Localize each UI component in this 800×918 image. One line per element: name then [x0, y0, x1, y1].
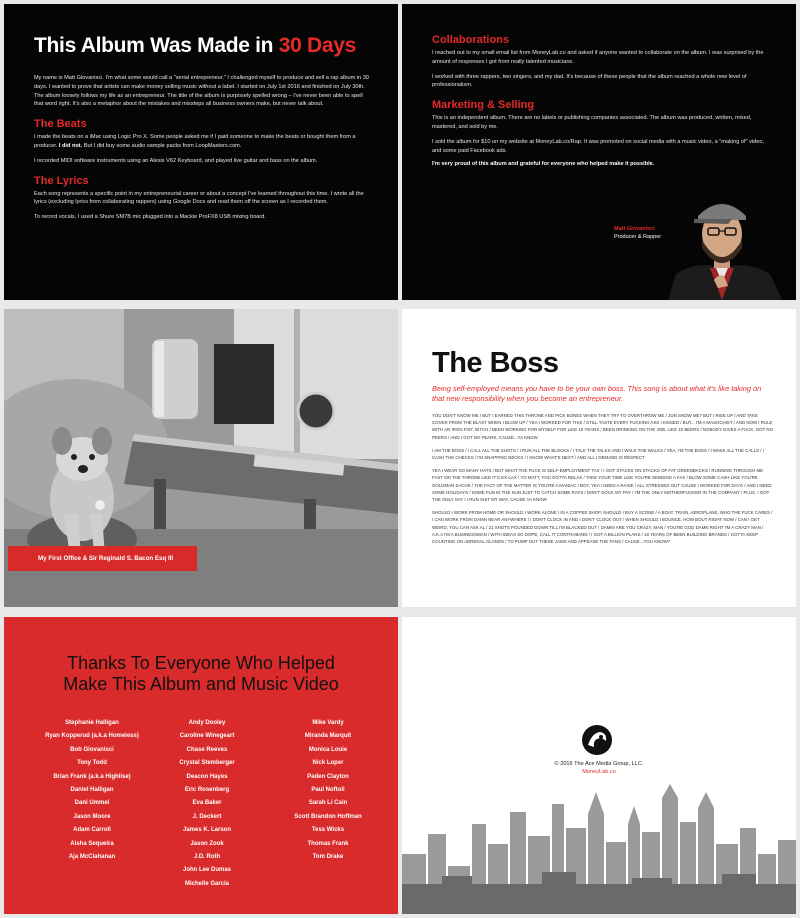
- thanks-name: Sarah Li Cain: [308, 800, 348, 807]
- thanks-name: Tess Wicks: [311, 827, 345, 834]
- proud-statement: I'm very proud of this album and grateful for everyone who helped make it possible.: [432, 161, 655, 168]
- city-skyline-illustration: [402, 784, 796, 914]
- thanks-name: Aja McClahanan: [68, 854, 116, 861]
- thanks-name: J.D. Roth: [193, 854, 221, 861]
- thanks-name: Jason Zook: [190, 840, 224, 847]
- thanks-name: Andy Dooley: [188, 720, 226, 726]
- thanks-name: James K. Larson: [182, 827, 232, 834]
- thanks-name: Paden Clayton: [307, 773, 349, 780]
- thanks-name: Caroline Winegeart: [179, 733, 235, 740]
- thanks-name: Dani Ummel: [74, 800, 110, 807]
- lyrics-verse-4: SHOULD I WORK FROM HOME OR SHOULD I WORK ALONE / IN A COFFEE SHOP, SHOULD I BUY A SCONE / A BOAT, TRAIN, AEROPLANE, WHO THE FUCK CARES / I CAN WORK FROM DAMN NEAR ANYWHERE / I DON'T CLOCK IN AND I DON'T CLOCK OUT / WHEN SHOULD I BOUNCE, HOW BOUT RIGHT NOW / CAN I GET WEIRD, YOU CAN ASK AL / 21 SHOTS POUNDED DOWN TILL I'M BLACKED OUT / DAMN! ARE YOU CRAZY, MAN / YOU'RE GOD DAMN RIGHT I'M A CRAZY MAN / A.K.A I'M A BUSINESSMAN / WITH IDEAS SO DOPE, CALL IT CONTRABAND / I GOT A BILLION PLANS / 18 YEARS OF BEEN BUILDING BRANDS / GOTTA KEEP COUNTING ON ADRENAL GLANDS / TO PUMP OUT THESE JAMS AND APPEASE THE FANS / CAUSE...YOU KNOW?: [432, 510, 773, 545]
- portrait-caption: [614, 226, 661, 240]
- portrait-name: Matt Giovanisci: [614, 226, 655, 232]
- marketing-paragraph-1: This is an independent album. There are no labels or publishing companies associated. The album was produced, written, mixed, mastered, and sold by me.: [432, 115, 752, 130]
- photo-caption: My First Office & Sir Reginald S. Bacon Esq III: [8, 546, 197, 571]
- thanks-names-column-1: [32, 717, 152, 864]
- lyrics-verse-1: YOU DON'T KNOW ME / BUT I EARNED THIS THRONE AND PICK BONES WHEN THEY TRY TO OVERTHROW ME / JON SNOW ME? BUT I RISE UP / AND TAKE COVER FROM THE BLAST WHEN I BLOW UP / YEA I WORKED FOR THIS / STILL TASTE EVERY FUCKING ASS I KISSED / BUT... I'M A MASOCHIST / AND NOW I RULE WITH AN IRON FIST, BITCH / BEEN WORKING FOR MYSELF FOR LIKE 10 YEARS / BEEN DRINKING ON THE JOB, LIKE 10 BEERS / NOBODY GIVES A FUCK, GOT NO PEERS / AND I GOT NO FEARS, CAUSE...YA KNOW: [432, 413, 773, 440]
- lyrics-verse-2: I AM THE BOSS / I CALL ALL THE SHOTS / I RUN ALL THE BLOCKS / I TALK THE TALKS AND I WALK THE WALKS / YEA, I'M THE BOSS / I MAKE ALL THE CALLS / I CASH THE CHECKS / I'M SNAPPING NECKS / I KNOW WHAT'S NEXT / AND ALL I DEMAND IS RESPECT: [432, 447, 764, 461]
- intro-paragraph: My name is Matt Giovanisci. I'm what some would call a "serial entrepreneur." I challenged myself to produce and sell a rap album in 30 days. I wanted to prove that artists can make money selling music without a label. I started on July 1st 2016 and finished on July 30th. The album loosely follows my life as an entrepreneur. The title of the album is purposely spelled wrong – I've never been able to spell that word right. It's also a metaphor about the mistakes and missteps all business owners make, but never talk about.: [34, 75, 369, 108]
- site-link[interactable]: MoneyLab.co: [582, 769, 616, 775]
- thanks-names-column-2: [152, 717, 262, 891]
- song-subtitle: Being self-employed means you have to be your own boss. This song is about what it's like taking on that new responsibility when you become an entrepreneur.: [432, 384, 762, 403]
- thanks-name: Ryan Kopperud (a.k.a Homeless): [45, 733, 139, 740]
- thanks-name: Thomas Frank: [307, 840, 349, 847]
- thanks-name: John Lee Dumas: [182, 867, 231, 874]
- thanks-name: Bob Giovanisci: [70, 746, 114, 753]
- thanks-panel: [4, 617, 398, 914]
- thanks-name: Mike Vardy: [312, 720, 344, 726]
- marketing-paragraph-2: I sold the album for $10 on my website at MoneyLab.co/Rap. It was promoted on social media with a music video, a "making of" video, and some paid Facebook ads.: [432, 138, 764, 154]
- collaborations-heading: Collaborations: [432, 34, 510, 46]
- footer-panel: [402, 617, 796, 914]
- thanks-name: Brian Frank (a.k.a Highlise): [53, 773, 131, 780]
- thanks-title: Thanks To Everyone Who Helped Make This Album and Music Video: [63, 653, 339, 694]
- thanks-name: J. Deckert: [192, 813, 222, 820]
- beats-paragraph-1: I made the beats on a iMac using Logic Pro X. Some people asked me if I paid someone to make the beats or bought them from a producer. I did not. But I did buy some audio sample packs from LoopMasters.com.: [34, 134, 356, 149]
- thanks-name: Daniel Halligan: [70, 787, 114, 794]
- thanks-names-column-3: [266, 717, 390, 864]
- thanks-name: Jason Moore: [73, 813, 111, 820]
- marketing-heading: Marketing & Selling: [432, 99, 535, 112]
- lyrics-paragraph-1: Each song represents a specific point in my entrepreneurial career or about a concept I've learned throughout this time. I wrote all the lyrics (excluding lyrics from collaborating rappers) using Google Docs and read them off the screen as I recorded them.: [34, 190, 364, 206]
- the-boss-panel: [402, 309, 796, 607]
- thanks-name: Stephanie Halligan: [65, 720, 119, 726]
- producer-portrait-illustration: [658, 182, 788, 300]
- song-title: The Boss: [432, 347, 559, 379]
- lyrics-verse-3: YEA I WEAR SO MANY HATS / BUT WHAT THE FUCK IS SELF-EMPLOYMENT TAX / I GOT STACKS ON STACKS OF FAT GREENBACKS / RUNNING THROUGH ME FAST ON THE THRONE LIKE IT'S EX-LAX / YO MATT, YOU GOTTA RELAX / TAKE YOUR TIME LIKE YOU'RE SENDING A FAX / BLOW SOME CASH LIKE YOU'RE GOLDMAN SACHS / THE FACT OF THE MATTER IS YOU'RE A MANIAC / BOY, YEA I NEED A RAISE / ALL STRESSED OUT CAUSE I WORKED FOR DAYS / AND I NEED SOME HOLIDAYS / SOME FUN IN THE SUN JUST TO CATCH SOME RAYS / DON'T DOCK MY PAY / I'M THE ONLY MOTHERFUCKER IN THE COMPANY / PLUS, I GOT THE ONLY SAY / I RUN SHIT MY WAY, CAUSE YA KNOW: [432, 468, 772, 503]
- thanks-name: Scott Brandon Hoffman: [294, 813, 362, 820]
- copyright-block: [402, 761, 796, 775]
- thanks-name: Paul Noftoli: [311, 787, 345, 794]
- ace-media-logo-icon: [580, 723, 614, 757]
- album-title-accent: 30 Days: [278, 34, 357, 57]
- thanks-name: Aisha Sequeira: [70, 840, 114, 847]
- copyright-text: © 2016 The Ace Media Group, LLC.: [554, 761, 644, 767]
- thanks-name: Eva Baker: [192, 800, 222, 807]
- thanks-name: Michelle Garcia: [184, 880, 230, 887]
- thanks-name: Adam Carroll: [73, 827, 111, 834]
- thanks-name: Nick Loper: [312, 760, 344, 767]
- thanks-name: Miranda Marquit: [304, 733, 352, 740]
- thanks-name: Tom Drake: [312, 854, 344, 861]
- portrait-role: Producer & Rapper: [614, 234, 662, 240]
- thanks-name: Monica Louie: [308, 746, 348, 753]
- lyrics-paragraph-2: To record vocals, I used a Shure SM7B mic plugged into a Mackie ProFX8 USB mixing board.: [34, 214, 266, 221]
- thanks-name: Crystal Stemberger: [179, 760, 235, 767]
- collab-paragraph-2: I worked with three rappers, two singers, and my dad. It's because of these people that the album reached a whole new level of professionalism.: [432, 73, 747, 89]
- album-title: This Album Was Made in 30 Days: [34, 34, 357, 57]
- collaborations-panel: [402, 4, 796, 300]
- collab-paragraph-1: I reached out to my small email list from MoneyLab.co and asked if anyone wanted to collaborate on the album. I was surprised by the amount of responses I got from really talented musicians.: [432, 50, 764, 65]
- thanks-name: Eric Rosenberg: [184, 787, 230, 794]
- office-photo-panel: [4, 309, 398, 607]
- thanks-name: Chase Reeves: [186, 746, 228, 753]
- thanks-name: Tony Todd: [77, 760, 107, 767]
- album-intro-panel: [4, 4, 398, 300]
- beats-heading: The Beats: [34, 118, 87, 131]
- thanks-name: Deacon Hayes: [186, 773, 228, 780]
- lyrics-heading: The Lyrics: [34, 174, 89, 187]
- beats-paragraph-2: I recorded MIDI software instruments using an Alesis V62 Keyboard, and played live guitar and bass on the album.: [34, 157, 318, 164]
